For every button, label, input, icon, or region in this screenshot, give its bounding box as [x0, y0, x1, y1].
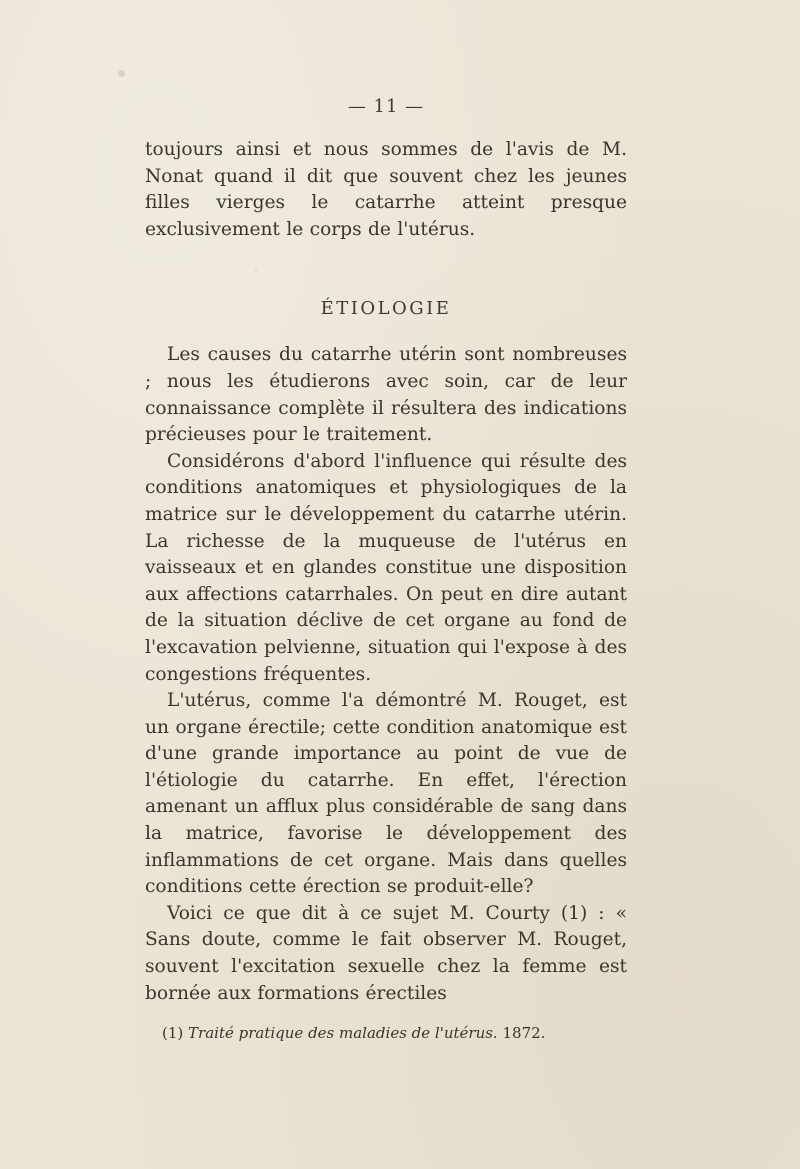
page-number: — 11 — — [347, 96, 425, 117]
paragraph-2: Considérons d'abord l'influence qui résulte des conditions anatomiques et physiologiques de la matrice sur le développement du catarrhe utérin. La richesse de la muqueuse de l'utérus en vaisseaux et en glandes constitue une disposition aux affections catarrhales. On peut en dire autant de la situation déclive de cet organe au fond de l'excavation pelvienne, situation qui l'expose à des congestions fréquentes. — [145, 450, 627, 685]
paragraph-3: L'utérus, comme l'a démontré M. Rouget, est un organe érectile; cette condition anatomique est d'une grande importance au point de vue de l'étiologie du catarrhe. En effet, l'érection amenant un afflux plus considérable de sang dans la matrice, favorise le développement des inflammations de cet organe. Mais dans quelles conditions cette érection se produit-elle? — [145, 690, 627, 898]
footnote-marker: (1) — [162, 1024, 184, 1042]
footnote — [162, 1024, 632, 1042]
paragraph-1: Les causes du catarrhe utérin sont nombreuses ; nous les étudierons avec soin, car de leur connaissance complète il résultera des indications précieuses pour le traitement. — [145, 344, 627, 446]
page-content — [145, 97, 627, 1007]
section-title: ÉTIOLOGIE — [320, 298, 452, 320]
paper-speck — [118, 70, 125, 77]
intro-paragraph: toujours ainsi et nous sommes de l'avis de M. Nonat quand il dit que souvent chez les jeunes filles vierges le catarrhe atteint presque exclusivement le corps de l'utérus. — [145, 139, 627, 240]
footnote-title: Traité pratique des maladies de l'utérus. — [188, 1024, 498, 1042]
paragraph-4: Voici ce que dit à ce sujet M. Courty (1) : « Sans doute, comme le fait observer M. Rouget, souvent l'excitation sexuelle chez la femme est bornée aux formations érectiles — [145, 902, 627, 1004]
footnote-year: 1872. — [502, 1024, 546, 1042]
